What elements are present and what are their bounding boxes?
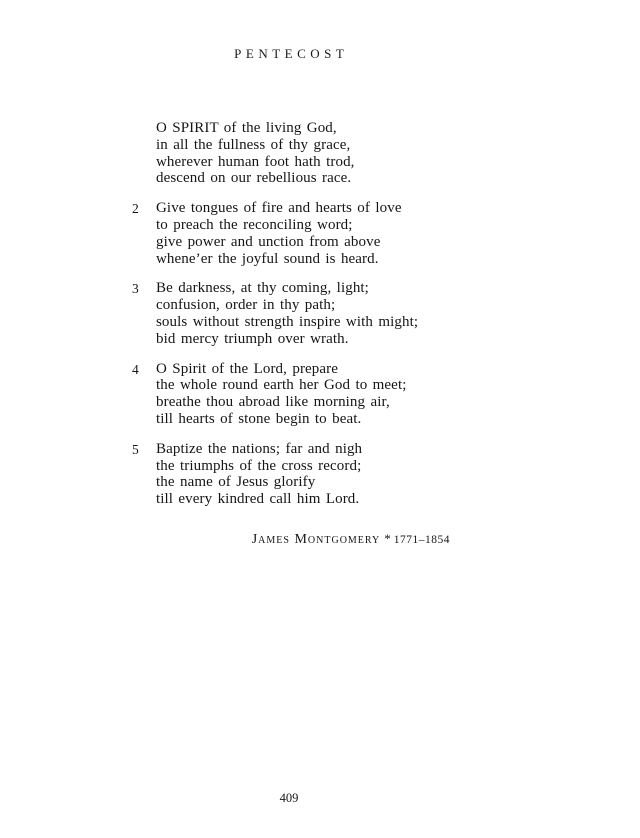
verse (128, 441, 450, 508)
verse-lines (156, 441, 450, 508)
hymn-verses (128, 120, 450, 521)
verse-number: 4 (132, 361, 139, 377)
verse-line: the name of Jesus glorify (156, 474, 316, 491)
verse-lines (156, 120, 450, 187)
verse-line: O Spirit of the Lord, prepare (156, 360, 339, 377)
verse-number: 2 (132, 201, 139, 217)
verse-line: Baptize the nations; far and nigh (156, 440, 363, 457)
verse-line: Give tongues of fire and hearts of love (156, 200, 402, 217)
verse-line: till hearts of stone begin to beat. (156, 410, 362, 427)
verse (128, 120, 450, 187)
text-column (128, 0, 450, 838)
attribution (252, 530, 450, 548)
verse-lines (156, 361, 450, 428)
verse-line: bid mercy triumph over wrath. (156, 330, 349, 347)
verse-line: to preach the reconciling word; (156, 216, 353, 233)
verse-line: in all the fullness of thy grace, (156, 136, 351, 153)
verse-number: 5 (132, 441, 139, 457)
verse-lines (156, 280, 450, 347)
verse-line: till every kindred call him Lord. (156, 491, 360, 508)
verse-line: confusion, order in thy path; (156, 297, 336, 314)
verse (128, 361, 450, 428)
verse-line: descend on our rebellious race. (156, 170, 352, 187)
verse-number (128, 120, 156, 187)
verse-line: give power and unction from above (156, 233, 381, 250)
verse-line: the triumphs of the cross record; (156, 457, 362, 474)
verse-line: breathe thou abroad like morning air, (156, 394, 390, 411)
attribution-dates: 1771–1854 (393, 534, 450, 546)
attribution-separator: * (384, 531, 391, 546)
verse-line: O SPIRIT of the living God, (156, 120, 337, 136)
verse-line: souls without strength inspire with might; (156, 313, 419, 330)
verse-line: Be darkness, at thy coming, light; (156, 280, 369, 297)
verse-line: the whole round earth her God to meet; (156, 377, 407, 394)
verse-lines (156, 200, 450, 267)
verse (128, 280, 450, 347)
page-number: 409 (279, 791, 299, 805)
verse-line: wherever human foot hath trod, (156, 153, 355, 170)
attribution-author: James Montgomery (251, 532, 381, 547)
running-head: PENTECOST (234, 46, 349, 61)
verse-line: whene’er the joyful sound is heard. (156, 250, 379, 267)
verse (128, 200, 450, 267)
verse-number: 3 (132, 281, 139, 297)
